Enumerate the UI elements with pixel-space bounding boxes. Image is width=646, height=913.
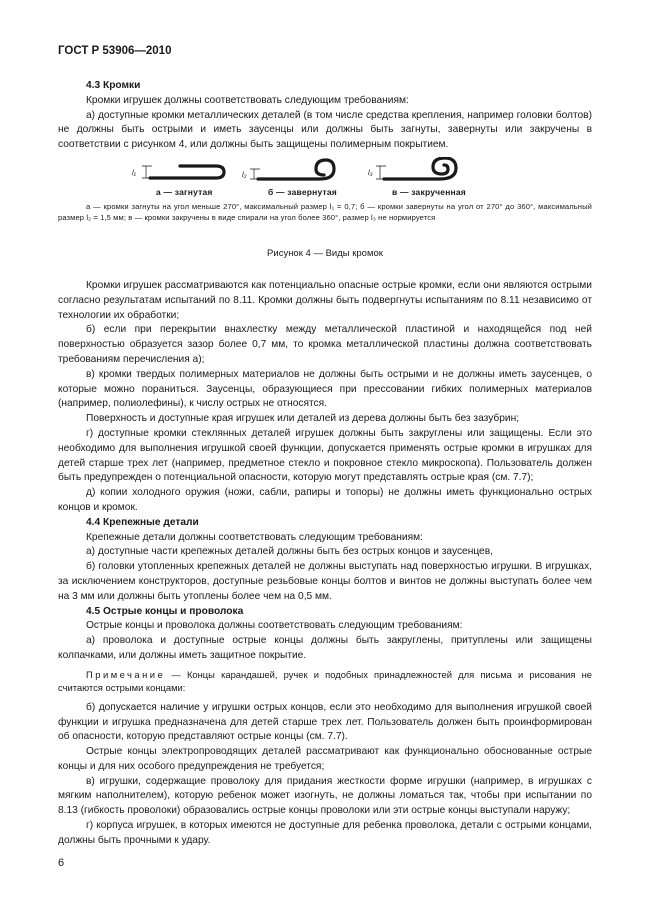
figure-label-b: б — завернутая <box>268 186 337 197</box>
paragraph: Острые концы и проволока должны соответствовать следующим требованиям: <box>86 620 463 632</box>
paragraph: б) если при перекрытии внахлестку между металлической пластиной и находящейся под ней поверхностью образуется зазор более 0,7 мм, то кромка металлической пластины должна соответствовать требованиям перечисления а); <box>58 324 592 365</box>
paragraph: б) головки утопленных крепежных деталей не должны выступать над поверхностью игрушки. В игрушках, за исключением конструкторов, доступные резьбовые концы болтов и винтов не должны выступать более чем на 3 мм или должны быть утоплены более чем на 0,5 мм. <box>58 561 592 602</box>
paragraph: Кромки игрушек должны соответствовать следующим требованиям: <box>86 94 409 106</box>
paragraph: а) доступные кромки металлических деталей (в том числе средства крепления, например головки болтов) не должны быть острыми и иметь заусенцы или должны быть загнуты, завернуты или закручены в соответствии с рисунком 4, или должны быть защищены полимерным покрытием. <box>58 109 592 151</box>
curled-edge-shape <box>384 158 456 179</box>
paragraph: б) допускается наличие у игрушки острых концов, если это необходимо для выполнения игрушкой своей функции и игрушка предназначена для детей старше трех лет. Пользователь должен быть проинформирован об опасности, которую представляют острые концы (см. 7.7). <box>58 701 592 743</box>
folded-edge-shape <box>150 166 224 178</box>
paragraph: а) проволока и доступные острые концы должны быть закруглены, притуплены или защищены колпачками, или должны иметь защитное покрытие. <box>58 635 592 661</box>
figure-caption: Рисунок 4 — Виды кромок <box>267 247 383 259</box>
figure-note: а — кромки загнуты на угол меньше 270°, максимальный размер l₁ = 0,7; б — кромки завернуты на угол от 270° до 360°, максимальный размер l₂ = 1,5 мм; в — кромки закручены в виде спирали на угол более 360°, размер l₃ не нормируется <box>58 201 592 222</box>
figure-label-c: в — закрученная <box>392 186 466 197</box>
note-text: — Концы карандашей, ручек и подобных принадлежностей для письма и рисования не считаются острыми концами: <box>58 668 592 694</box>
document-header: ГОСТ Р 53906—2010 <box>58 45 172 57</box>
figure-4 <box>58 157 592 277</box>
paragraph: Крепежные детали должны соответствовать следующим требованиям: <box>86 531 423 543</box>
page-content <box>58 79 592 849</box>
paragraph: д) копии холодного оружия (ножи, сабли, рапиры и топоры) не должны иметь функционально острых концов и кромок. <box>58 487 592 513</box>
paragraph: Острые концы электропроводящих деталей рассматривают как функционально обоснованные острые концы и для них особого предупреждения не требуется; <box>58 746 592 772</box>
note <box>58 668 592 695</box>
paragraph: г) корпуса игрушек, в которых имеются не доступные для ребенка проволока, детали с острыми концами, должны быть прочными к удару. <box>58 820 592 846</box>
section-4-5-title: 4.5 Острые концы и проволока <box>86 605 244 617</box>
paragraph: в) игрушки, содержащие проволоку для придания жесткости форме игрушки (например, в игрушках с мягким наполнителем), которую ребенок может изогнуть, не должны ломаться так, чтобы при испытании по 8.13 (гибкость проволоки) образовались острые концы проволоки или эти острые концы выступали наружу; <box>58 775 592 817</box>
figure-label-a: а — загнутая <box>156 186 213 197</box>
note-label: Примечание <box>86 668 166 680</box>
paragraph: а) доступные части крепежных деталей должны быть без острых концов и заусенцев, <box>86 546 493 558</box>
rolled-edge-shape <box>258 160 334 179</box>
paragraph: в) кромки твердых полимерных материалов не должны быть острыми и не должны иметь заусенцев, о которые можно пораниться. Заусенцы, образующиеся при прессовании гибких полимерных материалов (например, полиолефины), к числу острых не относятся. <box>58 368 592 410</box>
dimension-l2-label: l₂ <box>242 169 247 179</box>
dimension-l3-label: l₃ <box>368 167 373 177</box>
section-4-3-title: 4.3 Кромки <box>86 80 141 91</box>
paragraph: Поверхность и доступные края игрушек или деталей из дерева должны быть без зазубрин; <box>86 413 520 425</box>
section-4-4-title: 4.4 Крепежные детали <box>86 516 199 528</box>
paragraph: Кромки игрушек рассматриваются как потенциально опасные острые кромки, если они являются острыми согласно результатам испытаний по 8.11. Кромки должны быть подвергнуты испытаниям по 8.11 независимо от технологии их обработки; <box>58 279 592 321</box>
page-number: 6 <box>58 857 65 869</box>
paragraph: г) доступные кромки стеклянных деталей игрушек должны быть закруглены или защищены. Если это необходимо для выполнения игрушкой своей функции, допускается применять острые кромки в игрушках для детей старше трех лет (например, предметное стекло и покровное стекло микроскопа). Пользователь должен быть предупрежден о потенциальной опасности, которую могут представлять острые края (см. 7.7); <box>58 427 592 484</box>
dimension-l1-label: l₁ <box>132 167 137 177</box>
